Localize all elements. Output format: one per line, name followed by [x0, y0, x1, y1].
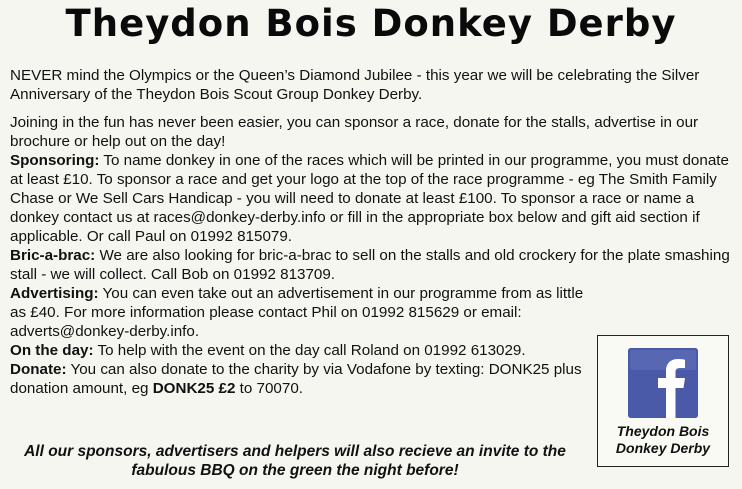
onday-paragraph — [10, 341, 585, 398]
facebook-caption-line1: Theydon Bois — [616, 423, 710, 439]
facebook-caption — [598, 423, 728, 457]
onday-heading: On the day: — [10, 342, 94, 359]
donate-text: You can also donate to the charity by via Vodafone by texting: DONK25 plus donation amount, eg — [10, 361, 582, 397]
advertising-text: You can even take out an advertisement in our programme from as little as £40. For more information please contact Phil on 01992 815629 or email: adverts@donkey-derby.info. — [10, 285, 584, 340]
sponsoring-text: To name donkey in one of the races which will be printed in our programme, you must donate at least £10. To sponsor a race and get your logo at the top of the race programme - eg The Smith Family Chase or We Sell Cars Handicap - you will need to donate at least £100. To sponsor a race or name a donkey contact us at races@donkey-derby.info or fill in the appropriate box below and gift aid section if applicable. Or call Paul on 01992 815079. — [10, 152, 729, 245]
closing-note: All our sponsors, advertisers and helpers will also recieve an invite to the fabulous BBQ on the green the night before! — [24, 443, 566, 479]
donate-heading: Donate: — [10, 361, 67, 378]
bric-text: We are also looking for bric-a-brac to sell on the stalls and old crockery for the plate smashing stall - we will collect. Call Bob on 01992 813709. — [10, 247, 730, 283]
bric-heading: Bric-a-brac: — [10, 247, 96, 264]
page-title: Theydon Bois Donkey Derby — [65, 2, 677, 45]
facebook-caption-line2: Donkey Derby — [615, 440, 711, 456]
advertising-paragraph — [10, 284, 585, 341]
sponsoring-heading: Sponsoring: — [10, 152, 100, 169]
sponsoring-paragraph — [10, 151, 730, 246]
intro-paragraph: NEVER mind the Olympics or the Queen’s Diamond Jubilee - this year we will be celebrating the Silver Anniversary of the Theydon Bois Scout Group Donkey Derby. — [10, 67, 700, 103]
onday-text: To help with the event on the day call Roland on 01992 613029. — [93, 342, 526, 359]
facebook-logo-icon[interactable] — [628, 348, 698, 418]
donate-tail: to 70070. — [235, 380, 303, 397]
donate-code: DONK25 £2 — [152, 380, 236, 397]
advertising-heading: Advertising: — [10, 285, 99, 302]
facebook-box[interactable] — [597, 335, 729, 467]
joining-paragraph: Joining in the fun has never been easier, you can sponsor a race, donate for the stalls, advertise in our brochure or help out on the day! — [10, 114, 699, 150]
bric-paragraph — [10, 246, 730, 284]
